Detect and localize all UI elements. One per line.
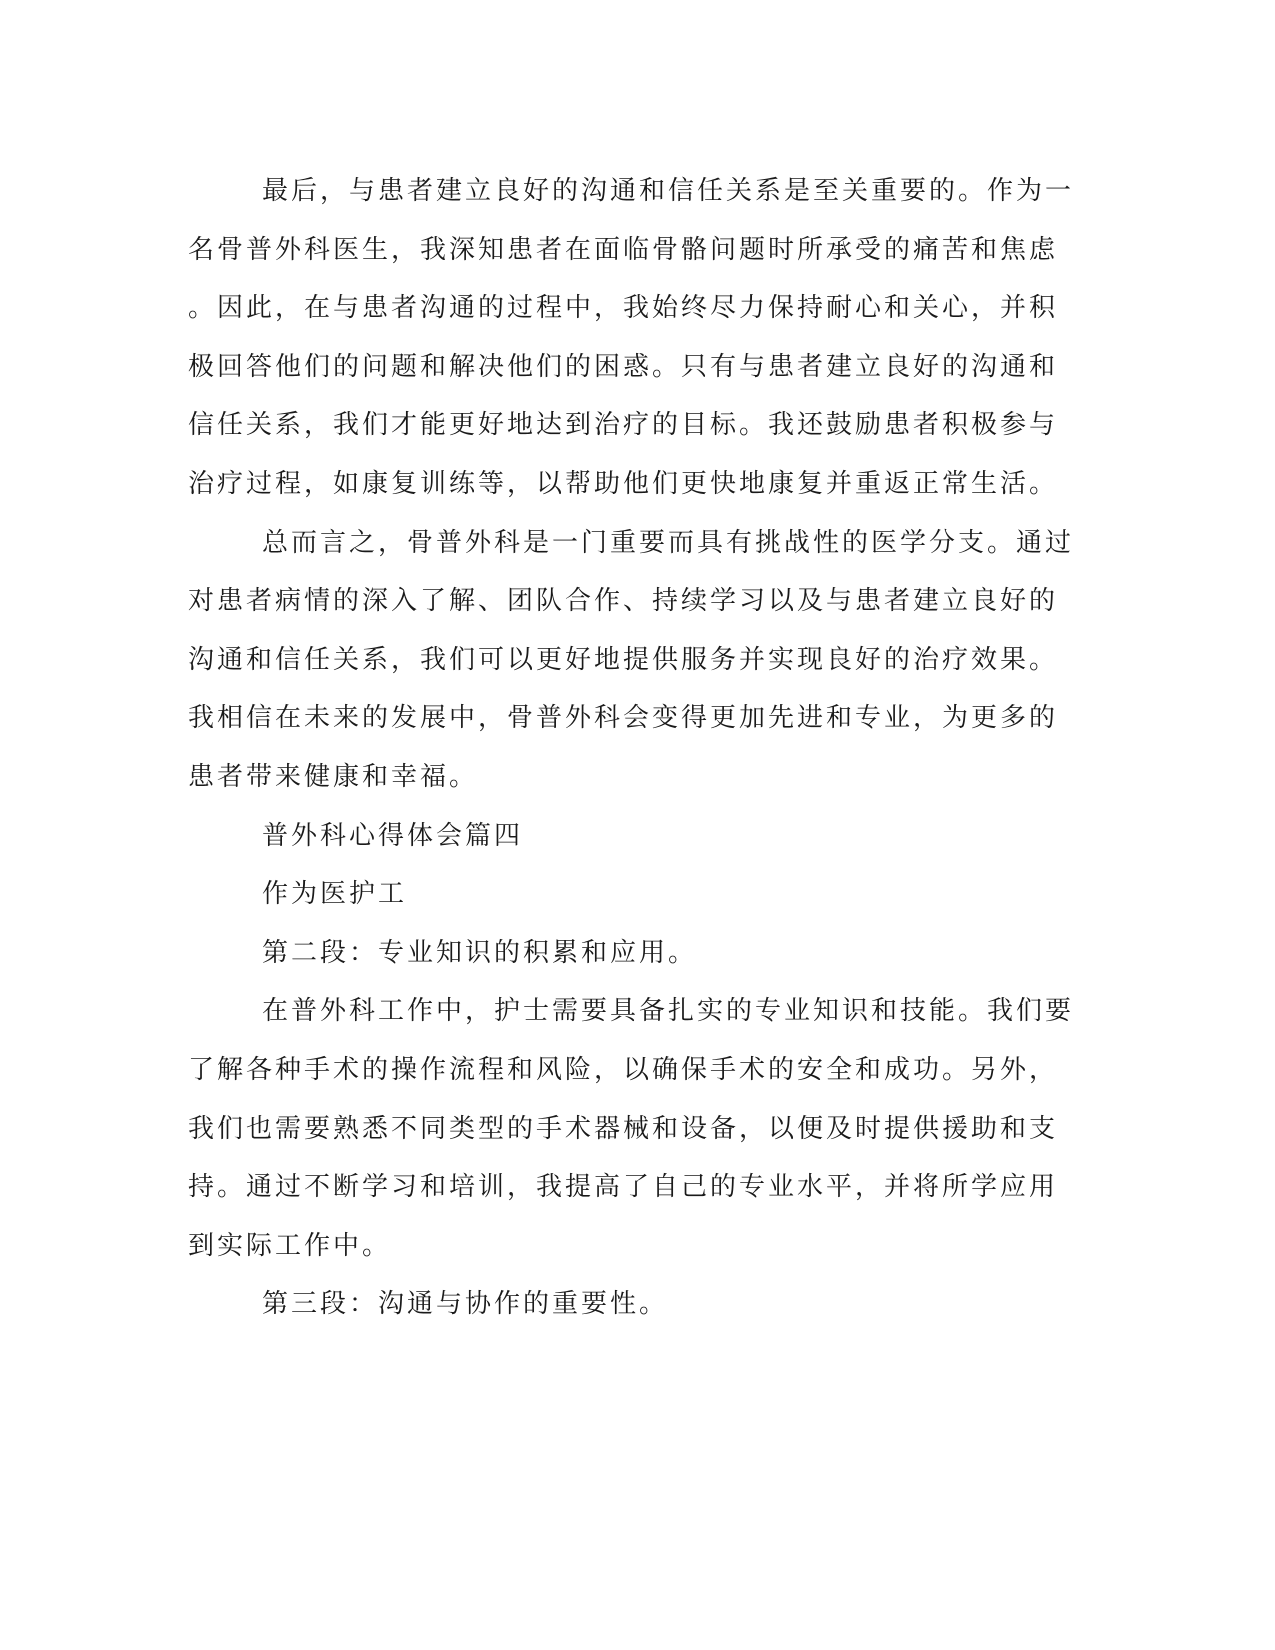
paragraph-line: 名骨普外科医生，我深知患者在面临骨骼问题时所承受的痛苦和焦虑 — [188, 234, 1059, 265]
paragraph-line: 治疗过程，如康复训练等，以帮助他们更快地康复并重返正常生活。 — [188, 468, 1059, 499]
paragraph-line: 在普外科工作中，护士需要具备扎实的专业知识和技能。我们要 — [262, 996, 1075, 1027]
paragraph-line: 我相信在未来的发展中，骨普外科会变得更加先进和专业，为更多的 — [188, 703, 1059, 734]
subheading: 第三段：沟通与协作的重要性。 — [262, 1289, 669, 1320]
paragraph-line: 了解各种手术的操作流程和风险，以确保手术的安全和成功。另外， — [188, 1054, 1059, 1085]
document-body — [188, 162, 1075, 1334]
paragraph-line: 最后，与患者建立良好的沟通和信任关系是至关重要的。作为一 — [262, 176, 1075, 206]
paragraph-line: 信任关系，我们才能更好地达到治疗的目标。我还鼓励患者积极参与 — [188, 410, 1059, 441]
subheading: 第二段：专业知识的积累和应用。 — [262, 937, 698, 968]
paragraph-line: 到实际工作中。 — [188, 1230, 392, 1261]
paragraph-line: 极回答他们的问题和解决他们的困惑。只有与患者建立良好的沟通和 — [188, 351, 1059, 382]
paragraph-line: 。因此，在与患者沟通的过程中，我始终尽力保持耐心和关心，并积 — [188, 293, 1059, 324]
paragraph-line: 我们也需要熟悉不同类型的手术器械和设备，以便及时提供援助和支 — [188, 1113, 1059, 1144]
paragraph-line: 总而言之，骨普外科是一门重要而具有挑战性的医学分支。通过 — [262, 527, 1075, 558]
paragraph-line: 患者带来健康和幸福。 — [188, 761, 479, 792]
section-heading: 普外科心得体会篇四 — [262, 820, 524, 851]
paragraph-line: 对患者病情的深入了解、团队合作、持续学习以及与患者建立良好的 — [188, 586, 1059, 617]
paragraph-line: 沟通和信任关系，我们可以更好地提供服务并实现良好的治疗效果。 — [188, 644, 1059, 675]
paragraph-line: 持。通过不断学习和培训，我提高了自己的专业水平，并将所学应用 — [188, 1172, 1059, 1203]
paragraph-line: 作为医护工 — [262, 879, 408, 910]
